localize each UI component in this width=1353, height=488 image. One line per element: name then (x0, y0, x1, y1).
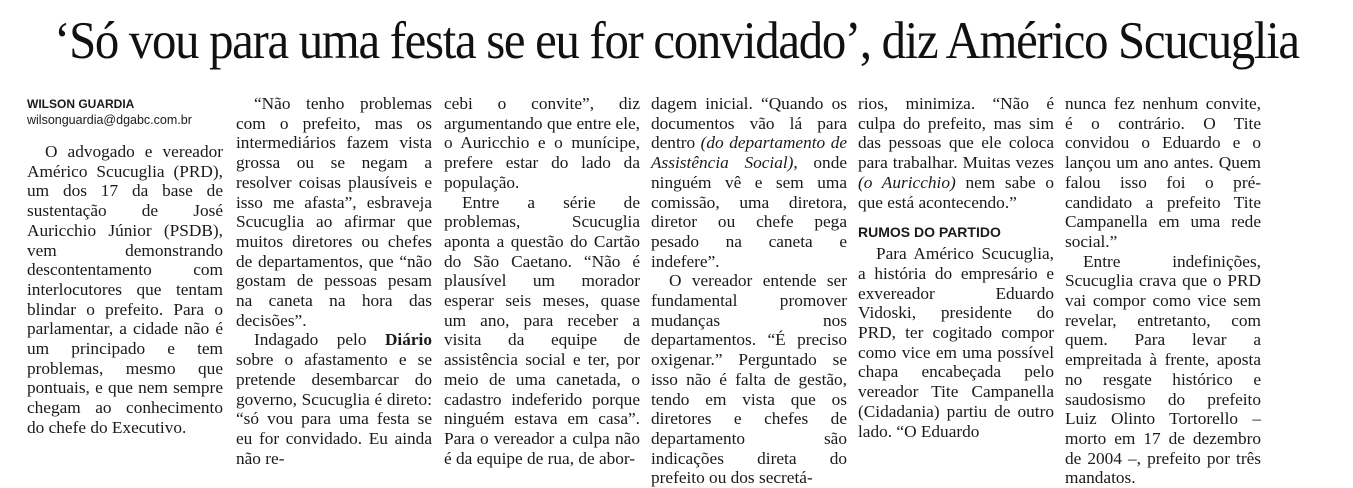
paragraph: Entre a série de problemas, Scucuglia aponta a questão do Cartão do São Caetano. “Não é plausível um morador esperar seis meses, quase um ano, para receber a visita da equipe de assistência social e ter, por meio de uma canetada, o cadastro indeferido porque ninguém estava em casa”. Para o vereador a culpa não é da equipe de rua, de abor- (444, 192, 640, 468)
text-run: sobre o afastamento e se pretende desembarcar do governo, Scucuglia é direto: “só vou para uma festa se eu for convidado. Eu ainda não re- (236, 350, 432, 468)
text-run-italic: (o Auricchio) (858, 172, 956, 192)
paragraph (858, 94, 1054, 212)
headline (0, 2, 1299, 80)
text-run: nem sabe o que está acontecendo.” (858, 172, 1054, 212)
paragraph (236, 330, 432, 468)
paragraph (651, 94, 847, 271)
section-subhead: RUMOS DO PARTIDO (858, 224, 1001, 241)
column-3 (444, 94, 640, 468)
text-run: dagem inicial. “Quando os documentos vão lá para dentro (651, 94, 847, 153)
column-2 (236, 94, 432, 468)
column-4 (651, 94, 848, 488)
headline-text: ‘Só vou para uma festa se eu for convidado’, diz Américo Scucuglia (54, 12, 1299, 70)
column-6 (1065, 94, 1261, 488)
text-run: rios, minimiza. “Não é culpa do prefeito, mas sim das pessoas que ele coloca para trabalhar. Muitas vezes (858, 94, 1054, 173)
paragraph: nunca fez nenhum convite, é o contrário. O Tite convidou o Eduardo e o lançou um ano antes. Quem falou isso foi o pré-candidato a prefeito Tite Campanella em uma rede social.” (1065, 94, 1261, 251)
paragraph: “Não tenho problemas com o prefeito, mas os intermediários fazem vista grossa ou se negam a resolver coisas plausíveis e isso me afasta”, esbraveja Scucuglia ao afirmar que muitos diretores ou chefes de departamentos, que “não gostam de pessoas pesam na caneta na hora das decisões”. (236, 94, 432, 330)
text-run-italic: (do departamento de Assistência Social) (651, 133, 848, 173)
newspaper-name: Diário (384, 330, 432, 350)
paragraph: O advogado e vereador Américo Scucuglia (PRD), um dos 17 da base de sustentação de José Auricchio Júnior (PSDB), vem demonstrando descontentamento com interlocutores que tentam blindar o prefeito. Para o parlamentar, a cidade não é um principado e tem problemas, mesmo que pontuais, e que nem sempre chegam ao conhecimento do chefe do Executivo. (27, 142, 223, 437)
text-run: Indagado pelo (254, 330, 385, 350)
byline-author: WILSON GUARDIA (27, 97, 135, 111)
paragraph: Entre indefinições, Scucuglia crava que o PRD vai compor como vice sem revelar, entretanto, com quem. Para levar a empreitada à frente, aposta no resgate histórico e saudosismo do prefeito Luiz Olinto Tortorello – morto em 17 de dezembro de 2004 –, prefeito por três mandatos. (1065, 251, 1261, 488)
paragraph: cebi o convite”, diz argumentando que entre ele, o Auricchio e o munícipe, prefere estar do lado da população. (444, 94, 640, 192)
column-1 (27, 94, 223, 437)
byline-email: wilsonguardia@dgabc.com.br (27, 113, 192, 127)
text-run: , onde ninguém vê e sem uma comissão, uma diretora, diretor ou chefe pega pesado na caneta e indefere”. (651, 153, 848, 271)
paragraph: O vereador entende ser fundamental promover mudanças nos departamentos. “É preciso oxigenar.” Perguntado se isso não é falta de gestão, tendo em vista que os diretores e chefes de departamento são indicações direta do prefeito ou dos secretá- (651, 271, 847, 488)
column-5 (858, 94, 1054, 441)
paragraph: Para Américo Scucuglia, a história do empresário e exvereador Eduardo Vidoski, presidente do PRD, ter cogitado compor como vice em uma possível chapa encabeçada pelo vereador Tite Campanella (Cidadania) partiu de outro lado. “O Eduardo (858, 244, 1054, 441)
